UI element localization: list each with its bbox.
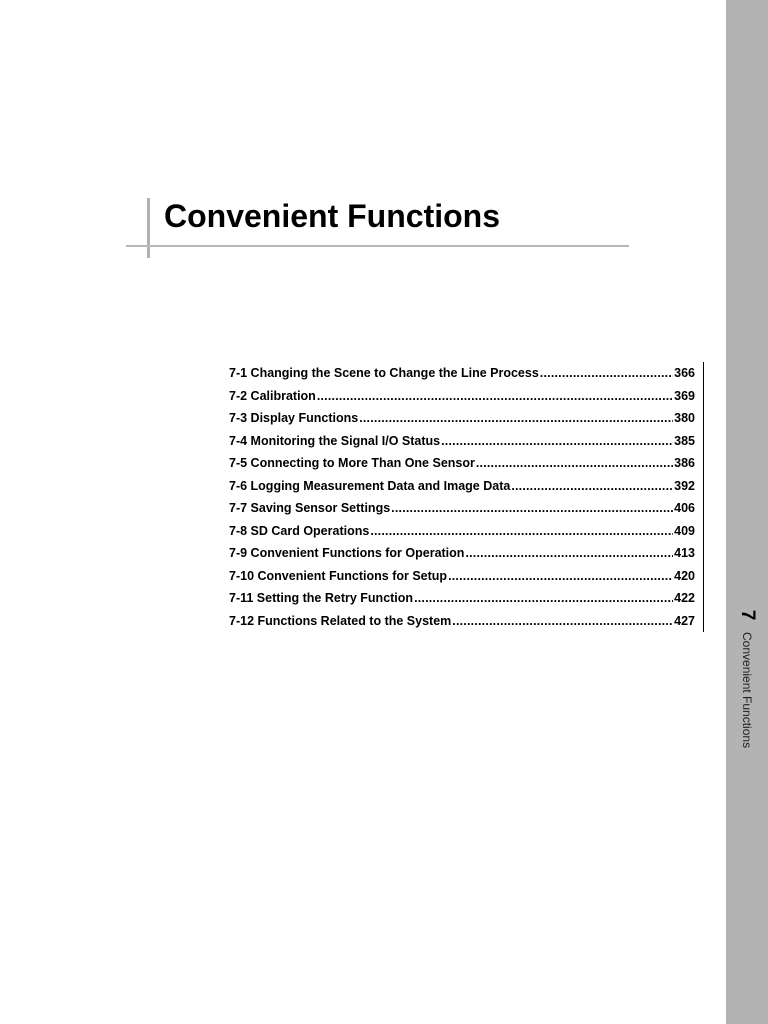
toc-entry-label: 7-6 Logging Measurement Data and Image Data (229, 478, 511, 493)
toc-entry-label: 7-11 Setting the Retry Function (229, 591, 414, 605)
toc-page-number: 369 (674, 388, 695, 403)
toc-leader-dots (465, 542, 673, 565)
toc-entry-7-1[interactable] (229, 362, 703, 385)
toc-page-number: 409 (674, 523, 695, 538)
toc-entry-7-3[interactable] (229, 407, 703, 430)
toc-leader-dots (391, 497, 673, 520)
table-of-contents (229, 362, 704, 632)
toc-page-number: 420 (674, 568, 695, 583)
toc-page-number: 413 (674, 546, 695, 560)
toc-leader-dots (448, 565, 673, 588)
toc-page-number: 422 (674, 591, 695, 605)
toc-leader-dots (317, 385, 673, 408)
side-tab-chapter-number: 7 (737, 609, 758, 621)
toc-leader-dots (414, 587, 673, 610)
toc-page-number: 386 (674, 456, 695, 470)
toc-leader-dots (441, 430, 673, 453)
toc-entry-label: 7-2 Calibration (229, 388, 316, 403)
toc-entry-label: 7-5 Connecting to More Than One Sensor (229, 456, 475, 470)
chapter-title: Convenient Functions (164, 198, 500, 234)
toc-entry-label: 7-3 Display Functions (229, 411, 359, 425)
toc-leader-dots (370, 520, 673, 543)
toc-entry-7-12[interactable] (229, 610, 703, 633)
toc-page-number: 366 (674, 366, 695, 380)
toc-entry-label: 7-7 Saving Sensor Settings (229, 501, 391, 515)
toc-leader-dots (540, 362, 673, 385)
toc-entry-label: 7-1 Changing the Scene to Change the Line Process (229, 366, 539, 380)
toc-entry-7-5[interactable] (229, 452, 703, 475)
toc-entry-label: 7-9 Convenient Functions for Operation (229, 546, 465, 560)
toc-entry-label: 7-10 Convenient Functions for Setup (229, 568, 448, 583)
toc-page-number: 380 (674, 411, 695, 425)
toc-page-number: 427 (674, 613, 695, 628)
toc-entry-label: 7-4 Monitoring the Signal I/O Status (229, 433, 441, 448)
toc-leader-dots (511, 475, 673, 498)
toc-page-number: 392 (674, 478, 695, 493)
toc-entry-7-9[interactable] (229, 542, 703, 565)
toc-leader-dots (359, 407, 673, 430)
toc-entry-7-4[interactable] (229, 430, 703, 453)
chapter-side-tab (726, 0, 768, 1024)
toc-page-number: 406 (674, 501, 695, 515)
title-horizontal-rule (126, 245, 629, 247)
toc-leader-dots (476, 452, 673, 475)
toc-leader-dots (452, 610, 673, 633)
toc-entry-7-2[interactable] (229, 385, 703, 408)
toc-entry-7-8[interactable] (229, 520, 703, 543)
toc-entry-7-11[interactable] (229, 587, 703, 610)
side-tab-chapter-title: Convenient Functions (740, 632, 754, 749)
title-vertical-rule (147, 198, 150, 258)
side-tab-label (726, 604, 768, 774)
toc-entry-7-10[interactable] (229, 565, 703, 588)
toc-entry-label: 7-12 Functions Related to the System (229, 613, 452, 628)
toc-entry-7-7[interactable] (229, 497, 703, 520)
toc-entry-label: 7-8 SD Card Operations (229, 523, 370, 538)
toc-page-number: 385 (674, 433, 695, 448)
toc-entry-7-6[interactable] (229, 475, 703, 498)
